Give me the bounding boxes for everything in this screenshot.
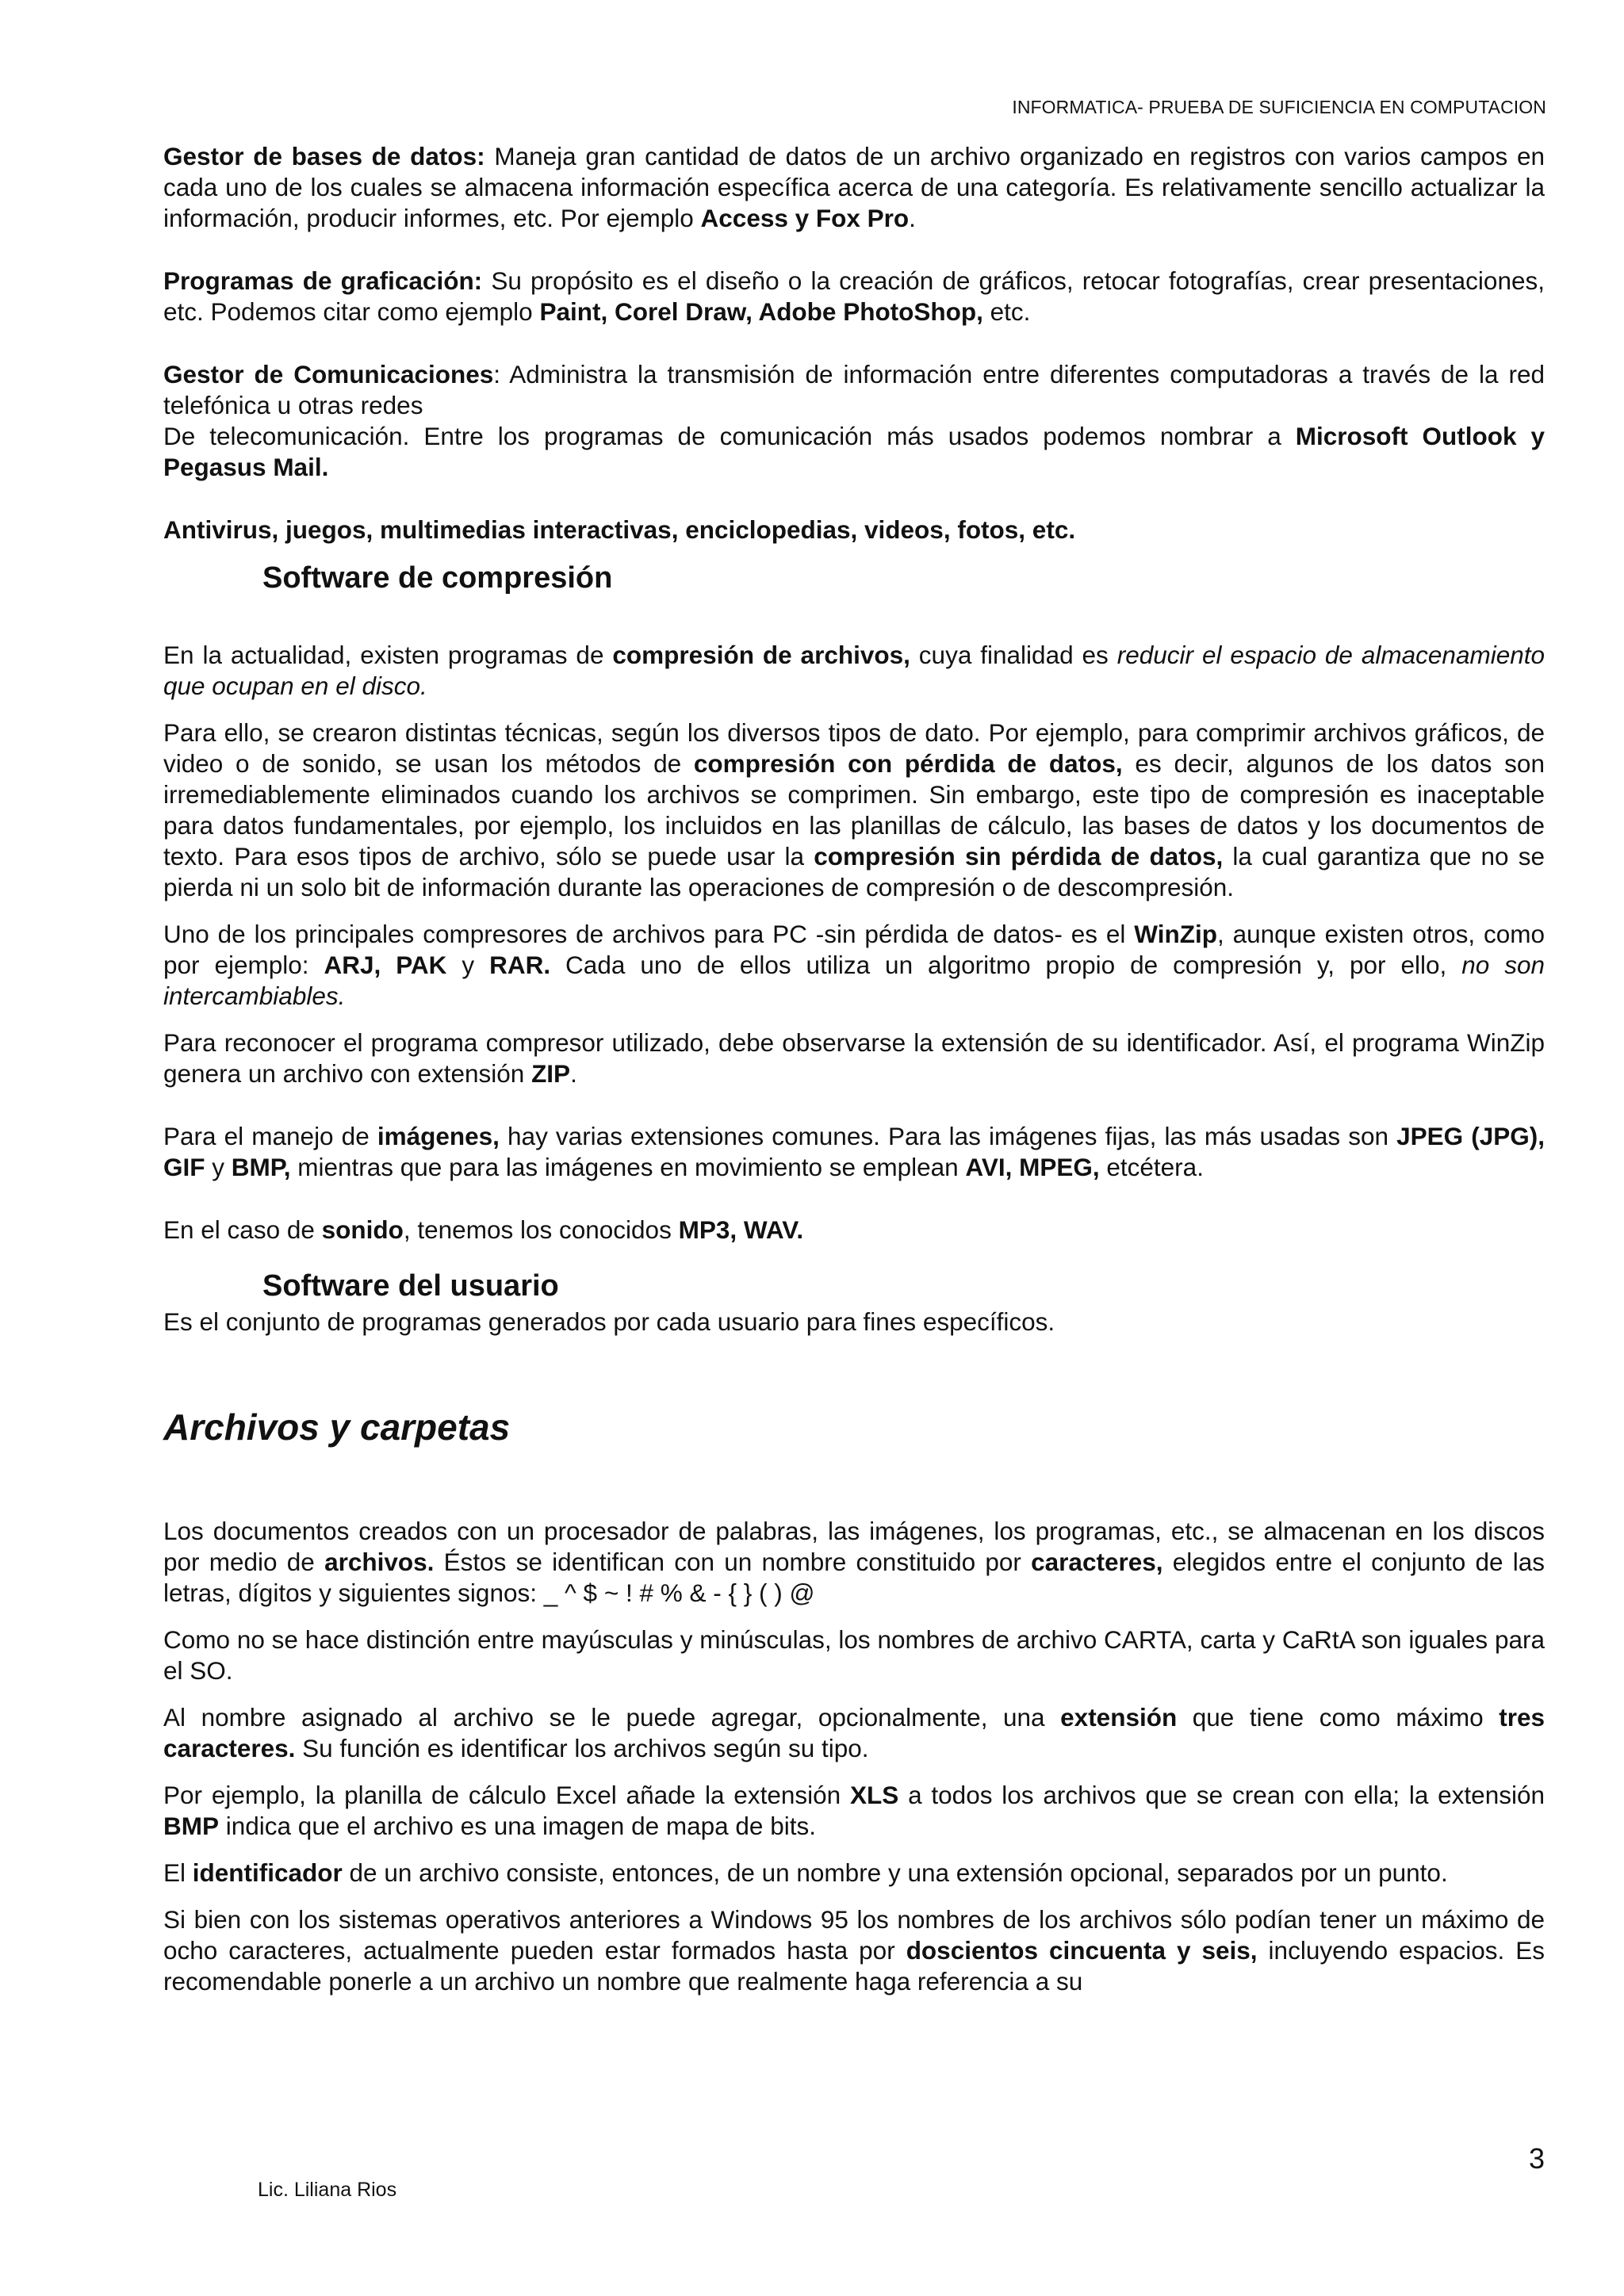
paragraph-gestor-bases-datos: Gestor de bases de datos: Maneja gran cantidad de datos de un archivo organizado en registros con varios campos en cada uno de los cuales se almacena información específica acerca de una categoría. Es relativamente sencillo actualizar la información, producir informes, etc. Por ejemplo Access y Fox Pro. [163,142,1545,232]
term: Gestor de bases de datos: [163,142,485,170]
running-header: INFORMATICA- PRUEBA DE SUFICIENCIA EN COMPUTACION [1012,97,1546,117]
page-number: 3 [1528,2142,1545,2175]
term: Programas de graficación: [163,266,483,295]
paragraph-graficacion: Programas de graficación: Su propósito es el diseño o la creación de gráficos, retocar fotografías, crear presentaciones, etc. Podemos citar como ejemplo Paint, Corel Draw, Adobe PhotoShop, etc. [163,266,1545,326]
heading-archivos-carpetas: Archivos y carpetas [163,1406,511,1448]
paragraph-comunicaciones: Gestor de Comunicaciones: Administra la transmisión de información entre diferentes computadoras a través de la red telefónica u otras redes De telecomunicación. Entre los programas de comunicación más usados podemos nombrar a Microsoft Outlook y Pegasus Mail. [163,360,1545,481]
paragraph-archivos-2: Como no se hace distinción entre mayúsculas y minúsculas, los nombres de archivo CARTA, carta y CaRtA son iguales para el SO. [163,1625,1545,1685]
paragraph-compresion-3: Uno de los principales compresores de archivos para PC -sin pérdida de datos- es el WinZip, aunque existen otros, como por ejemplo: ARJ, PAK y RAR. Cada uno de ellos utiliza un algoritmo propio de compresión y, por ello, no son intercambiables. [163,920,1545,1010]
heading-software-compresion: Software de compresión [262,561,613,595]
page-content [163,141,1545,2013]
footer-author: Lic. Liliana Rios [258,2179,397,2201]
paragraph-archivos-3: Al nombre asignado al archivo se le puede agregar, opcionalmente, una extensión que tiene como máximo tres caracteres. Su función es identificar los archivos según su tipo. [163,1703,1545,1762]
paragraph-archivos-6: Si bien con los sistemas operativos anteriores a Windows 95 los nombres de los archivos sólo podían tener un máximo de ocho caracteres, actualmente pueden estar formados hasta por doscientos cincuenta y seis, incluyendo espacios. Es recomendable ponerle a un archivo un nombre que realmente haga referencia a su [163,1905,1545,1996]
paragraph-archivos-4: Por ejemplo, la planilla de cálculo Excel añade la extensión XLS a todos los archivos que se crean con ella; la extensión BMP indica que el archivo es una imagen de mapa de bits. [163,1781,1545,1840]
paragraph-archivos-1: Los documentos creados con un procesador de palabras, las imágenes, los programas, etc., se almacenan en los discos por medio de archivos. Éstos se identifican con un nombre constituido por caracteres, elegidos entre el conjunto de las letras, dígitos y siguientes signos: _ ^ $ ~ ! # % & - { } ( ) @ [163,1517,1545,1607]
paragraph-antivirus: Antivirus, juegos, multimedias interactivas, enciclopedias, videos, fotos, etc. [163,515,1076,544]
heading-software-usuario: Software del usuario [262,1269,559,1303]
paragraph-compresion-4: Para reconocer el programa compresor utilizado, debe observarse la extensión de su identificador. Así, el programa WinZip genera un archivo con extensión ZIP. [163,1028,1545,1088]
term: Gestor de Comunicaciones [163,360,494,388]
paragraph-compresion-2: Para ello, se crearon distintas técnicas, según los diversos tipos de dato. Por ejemplo, para comprimir archivos gráficos, de video o de sonido, se usan los métodos de compresión con pérdida de datos, es decir, algunos de los datos son irremediablemente eliminados cuando los archivos se comprimen. Sin embargo, este tipo de compresión es inaceptable para datos fundamentales, por ejemplo, los incluidos en las planillas de cálculo, las bases de datos y los documentos de texto. Para esos tipos de archivo, sólo se puede usar la compresión sin pérdida de datos, la cual garantiza que no se pierda ni un solo bit de información durante las operaciones de compresión o de descompresión. [163,718,1545,901]
paragraph-compresion-6: En el caso de sonido, tenemos los conocidos MP3, WAV. [163,1215,804,1244]
paragraph-compresion-5: Para el manejo de imágenes, hay varias extensiones comunes. Para las imágenes fijas, las más usadas son JPEG (JPG), GIF y BMP, mientras que para las imágenes en movimiento se emplean AVI, MPEG, etcétera. [163,1122,1545,1181]
paragraph-compresion-1: En la actualidad, existen programas de compresión de archivos, cuya finalidad es reducir el espacio de almacenamiento que ocupan en el disco. [163,641,1545,700]
paragraph-archivos-5: El identificador de un archivo consiste, entonces, de un nombre y una extensión opcional, separados por un punto. [163,1858,1448,1887]
paragraph-usuario: Es el conjunto de programas generados por cada usuario para fines específicos. [163,1307,1055,1336]
